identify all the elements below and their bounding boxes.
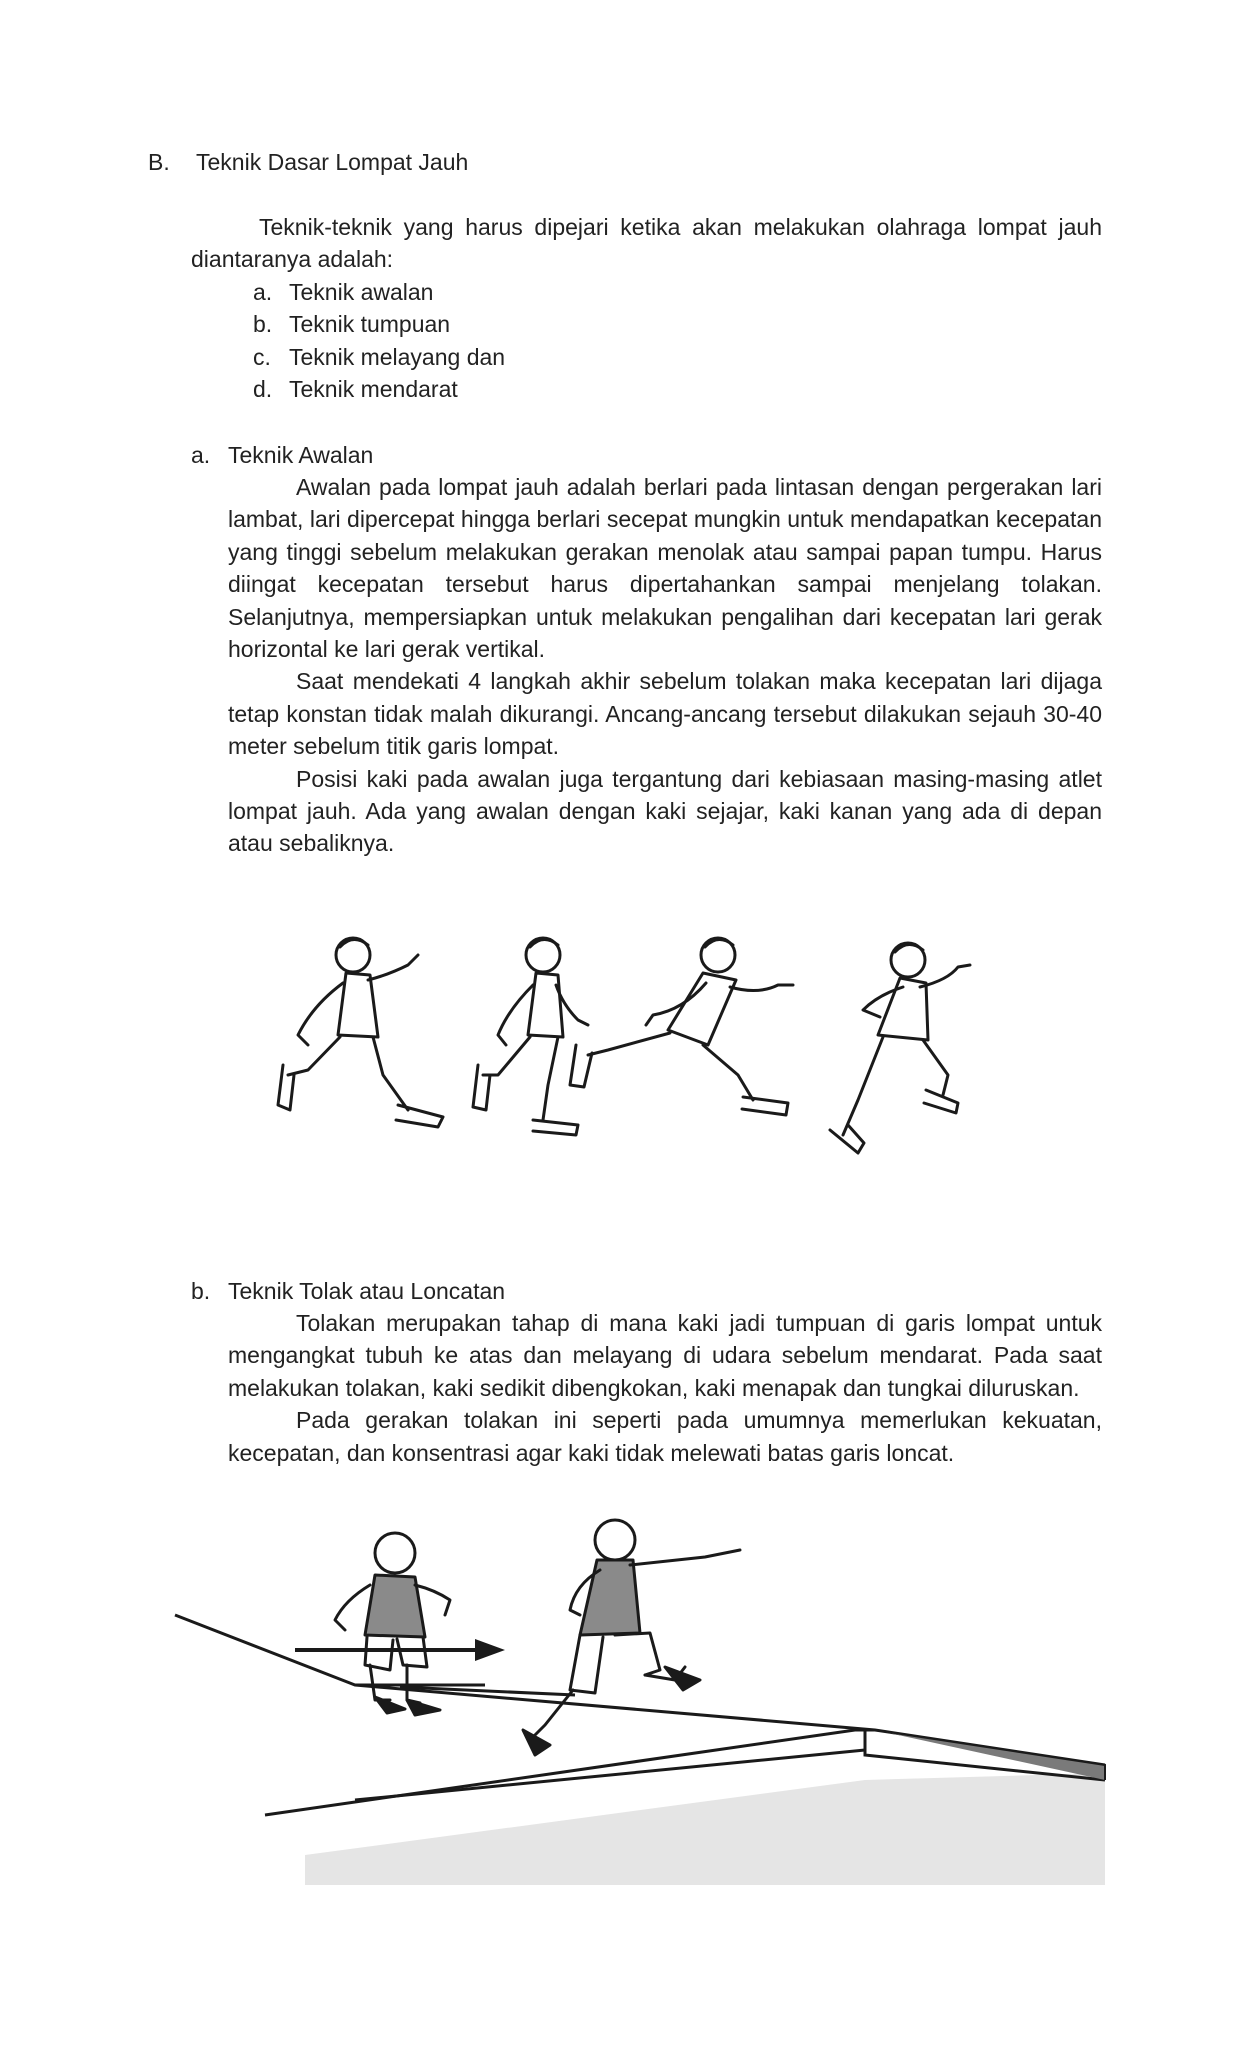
list-item bbox=[253, 276, 505, 308]
list-text: Teknik mendarat bbox=[289, 376, 458, 403]
runner-figure-1 bbox=[278, 938, 443, 1127]
section-marker: B. bbox=[148, 149, 170, 175]
runner-figure-3 bbox=[570, 938, 793, 1115]
list-text: Teknik melayang dan bbox=[289, 343, 506, 370]
paragraph: Awalan pada lompat jauh adalah berlari pada lintasan dengan pergerakan lari lambat, lari dipercepat hingga berlari secepat mungkin untuk mendapatkan kecepatan yang tinggi sebelum melakukan gerakan menolak atau sampai papan tumpu. Harus diingat kecepatan tersebut harus dipertahankan sampai menjelang tolakan. Selanjutnya, mempersiapkan untuk melakukan pengalihan dari kecepatan lari gerak horizontal ke lari gerak vertikal. bbox=[228, 474, 1102, 663]
jumper-figure-2 bbox=[523, 1520, 740, 1755]
intro-paragraph: Teknik-teknik yang harus dipejari ketika akan melakukan olahraga lompat jauh diantaranya adalah: bbox=[191, 214, 1102, 273]
takeoff-illustration bbox=[175, 1515, 1155, 1875]
running-sequence-illustration bbox=[258, 925, 1058, 1215]
tolak-body bbox=[228, 1307, 1102, 1469]
technique-list bbox=[253, 276, 505, 406]
section-heading bbox=[148, 146, 468, 178]
list-marker: d. bbox=[253, 376, 273, 403]
paragraph: Pada gerakan tolakan ini seperti pada umumnya memerlukan kekuatan, kecepatan, dan konsentrasi agar kaki tidak melewati batas garis loncat. bbox=[228, 1407, 1102, 1466]
subsection-heading-awalan bbox=[191, 439, 373, 471]
runway-board bbox=[175, 1615, 1105, 1885]
runner-figure-4 bbox=[830, 943, 970, 1153]
list-item bbox=[253, 373, 505, 405]
list-text: Teknik awalan bbox=[289, 279, 434, 305]
list-text: Teknik tumpuan bbox=[289, 311, 451, 338]
paragraph: Tolakan merupakan tahap di mana kaki jadi tumpuan di garis lompat untuk mengangkat tubuh ke atas dan melayang di udara sebelum mendarat. Pada saat melakukan tolakan, kaki sedikit dibengkokan, kaki menapak dan tungkai diluruskan. bbox=[228, 1310, 1102, 1401]
subsection-marker: b. bbox=[191, 1278, 211, 1304]
subsection-title: Teknik Tolak atau Loncatan bbox=[228, 1278, 506, 1304]
awalan-body bbox=[228, 471, 1102, 860]
runner-figure-2 bbox=[473, 938, 588, 1135]
section-title: Teknik Dasar Lompat Jauh bbox=[196, 149, 469, 175]
list-item bbox=[253, 341, 505, 373]
paragraph: Saat mendekati 4 langkah akhir sebelum tolakan maka kecepatan lari dijaga tetap konstan tidak malah dikurangi. Ancang-ancang tersebut dilakukan sejauh 30-40 meter sebelum titik garis lompat. bbox=[228, 668, 1102, 760]
list-marker: c. bbox=[253, 343, 271, 370]
list-item bbox=[253, 308, 505, 340]
list-marker: a. bbox=[253, 279, 273, 305]
subsection-heading-tolak bbox=[191, 1275, 505, 1307]
subsection-title: Teknik Awalan bbox=[228, 442, 374, 468]
paragraph: Posisi kaki pada awalan juga tergantung dari kebiasaan masing-masing atlet lompat jauh. Ada yang awalan dengan kaki sejajar, kaki kanan yang ada di depan atau sebaliknya. bbox=[228, 765, 1102, 857]
subsection-marker: a. bbox=[191, 442, 211, 468]
list-marker: b. bbox=[253, 311, 273, 338]
